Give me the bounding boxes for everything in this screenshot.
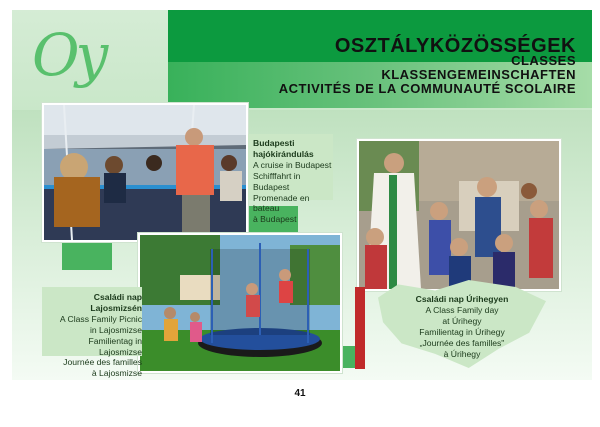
title-hungarian: OSZTÁLYKÖZÖSSÉGEK bbox=[334, 35, 576, 57]
decorative-red-bar bbox=[355, 287, 365, 369]
trampoline-photo bbox=[138, 233, 342, 373]
caption-line: Familientag in Úrihegy bbox=[419, 326, 505, 337]
decorative-green-block bbox=[62, 238, 112, 270]
caption-heading: Családi nap Úrihegyen bbox=[415, 294, 509, 304]
title-french: ACTIVITÉS DE LA COMMUNAUTÉ SCOLAIRE bbox=[278, 81, 576, 96]
church-family-day-photo bbox=[357, 139, 561, 291]
caption-line: A cruise in Budapest bbox=[253, 159, 332, 170]
caption-line: A Class Family day bbox=[425, 304, 499, 315]
lajosmizse-caption bbox=[42, 287, 142, 379]
caption-line: Journée des familles bbox=[63, 357, 142, 368]
caption-line: à Budapest bbox=[253, 214, 297, 225]
caption-line: Promenade en bateau bbox=[253, 192, 310, 214]
caption-heading: Családi nap Lajosmizsén bbox=[90, 292, 142, 313]
boat-trip-caption bbox=[248, 134, 333, 225]
caption-line: à Úrihegy bbox=[443, 348, 481, 359]
caption-line: at Úrihegy bbox=[442, 315, 482, 326]
caption-heading: Budapesti hajókirándulás bbox=[253, 138, 314, 159]
caption-line: Familientag in Lajosmizse bbox=[88, 335, 142, 357]
caption-line: à Lajosmizse bbox=[91, 368, 142, 379]
title-english: CLASSES bbox=[511, 53, 576, 68]
caption-line: A Class Family Picnic bbox=[59, 313, 142, 324]
boat-trip-photo bbox=[42, 103, 248, 242]
urihegy-caption bbox=[396, 290, 528, 362]
logo: Oy bbox=[32, 21, 105, 89]
caption-line: in Lajosmizse bbox=[89, 324, 142, 335]
title-german: KLASSENGEMEINSCHAFTEN bbox=[381, 67, 576, 82]
page-number: 41 bbox=[294, 388, 306, 399]
caption-line: „Journée des familles" bbox=[419, 337, 505, 348]
caption-line: Schifffahrt in Budapest bbox=[253, 170, 301, 192]
